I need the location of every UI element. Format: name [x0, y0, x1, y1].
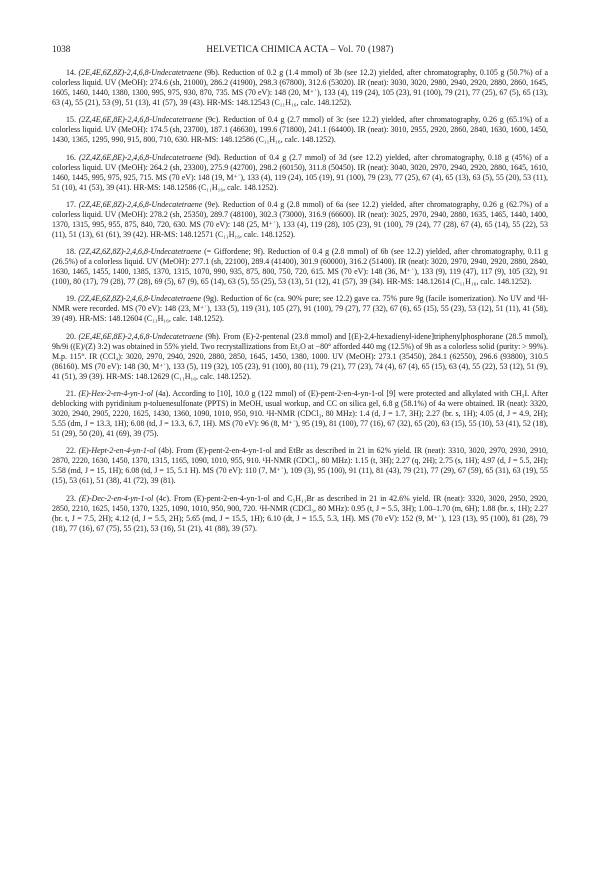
entry-body: (4c). From (E)-pent-2-en-4-yn-1-ol and C₅H₁₁Br as described in 21 in 42.6% yield. IR (neat): 3320, 3020, 2950, 2920, 2850, 2210, 1625, 1450, 1370, 1325, 1090, 1010, 950, 900, 720. ¹H-NMR (CDCl₃, 80 MHz): 0.95 (t, J = 5.5, 3H); 1.00–1.70 (m, 6H); 1.88 (br. s, 1H); 2.27 (br. t, J = 7.5, 2H); 4.12 (d, J = 5.5, 2H); 5.65 (md, J = 15.5, 1H); 6.10 (dt, J = 15.5, 5.3, 1H). MS (70 eV): 152 (9, M⁺˙), 123 (13), 95 (100), 81 (28), 79 (18), 77 (16), 67 (75), 55 (21), 53 (16), 51 (21), 41 (88), 39 (57). — [52, 493, 549, 533]
experimental-entry-19 — [52, 294, 548, 324]
entry-number: 15. — [66, 115, 76, 125]
compound-name: (2Z,4E,6E,8Z)-2,4,6,8-Undecatetraene — [78, 199, 203, 209]
compound-name: (E)-Hept-2-en-4-yn-1-ol — [78, 446, 156, 456]
experimental-entry-18 — [52, 247, 548, 287]
compound-name: (2E,4E,6E,8E)-2,4,6,8-Undecatetraene — [78, 331, 203, 341]
experimental-entry-23 — [52, 494, 548, 534]
experimental-entry-21 — [52, 389, 548, 439]
journal-title: HELVETICA CHIMICA ACTA – Vol. 70 (1987) — [206, 44, 394, 54]
entry-number: 16. — [66, 152, 76, 162]
entry-number: 21. — [66, 388, 76, 398]
entry-body: (4a). According to [10], 10.0 g (122 mmol) of (E)-pent-2-en-4-yn-1-ol [9] were protected and alkylated with CH₃I. After deblocking with pyridinium p-toluenesulfonate (PPTS) in MeOH, usual workup, and CC on silica gel, 6.8 g (58.1%) of 4a were obtained. IR (neat): 3320, 3020, 2940, 2905, 2220, 1625, 1430, 1360, 1090, 1010, 950, 910. ¹H-NMR (CDCl₃, 80 MHz): 1.4 (d, J = 1.7, 3H); 2.27 (br. s, 1H); 4.05 (d, J = 4.9, 2H); 5.55 (dm, J = 13.3, 1H); 6.08 (td, J = 13.3, 6.7, 1H). MS (70 eV): 96 (8, M⁺˙), 95 (19), 81 (100), 77 (16), 67 (32), 65 (20), 63 (15), 55 (10), 53 (41), 52 (18), 51 (29), 50 (20), 41 (69), 39 (75). — [52, 388, 549, 439]
compound-name: (2Z,4E,6Z,8Z)-2,4,6,8-Undecatetraene — [78, 294, 202, 304]
entry-body: (9h). From (E)-2-pentenal (23.8 mmol) and [(E)-2,4-hexadienyl-idene]triphenylphosphorane (28.5 mmol), 9h/9i ((E)/(Z) 3:2) was obtained in 55% yield. Two recrystallizations from Et₂O at −80° afforded 440 mg (12.5%) of 9h as a colorless solid (purity: > 99%). M.p. 115°. IR (CCl₄): 3020, 2970, 2940, 2920, 2880, 2850, 1645, 1450, 1380, 1000. UV (MeOH): 273.1 (35450), 284.1 (62550), 296.6 (93800), 310.5 (86160). MS (70 eV): 148 (30, M⁺˙), 133 (5), 119 (32), 105 (23), 91 (100), 80 (11), 79 (21), 77 (23), 74 (4), 67 (4), 65 (15), 63 (4), 55 (22), 53 (12), 51 (9), 41 (51), 39 (39). HR-MS: 148.12629 (C₁₁H₁₆, calc. 148.1252). — [52, 331, 549, 381]
compound-name: (E)-Dec-2-en-4-yn-1-ol — [78, 493, 154, 503]
entry-body: (4b). From (E)-pent-2-en-4-yn-1-ol and EtBr as described in 21 in 62% yield. IR (neat): 3310, 3020, 2970, 2930, 2910, 2870, 2220, 1630, 1450, 1370, 1315, 1165, 1090, 1010, 955, 910. ¹H-NMR (CDCl₃, 80 MHz): 1.15 (t, 3H); 2.27 (q, 2H); 2.75 (s, 1H); 4.97 (d, J = 5.5, 2H); 5.58 (md, J = 15, 1H); 6.08 (td, J = 15, 5.1 H). MS (70 eV): 110 (7, M⁺˙), 109 (3), 95 (100), 91 (11), 81 (43), 79 (21), 77 (29), 67 (59), 65 (31), 63 (19), 55 (15), 53 (61), 51 (38), 41 (72), 39 (81). — [52, 446, 549, 486]
entry-body: (9d). Reduction of 0.4 g (2.7 mmol) of 3d (see 12.2) yielded, after chromatography, 0.18 g (45%) of a colorless liquid. UV (MeOH): 264.2 (sh, 23300), 275.9 (42700), 298.2 (60150), 311.8 (50450). IR (neat): 3040, 3020, 2970, 2940, 2920, 2880, 1645, 1610, 1460, 1445, 995, 975, 925, 715. MS (70 eV): 148 (19, M⁺˙), 133 (4), 119 (24), 105 (19), 91 (100), 79 (23), 77 (25), 67 (4), 65 (13), 63 (5), 55 (20), 53 (11), 51 (10), 41 (53), 39 (41). HR-MS: 148.12586 (C₁₁H₁₆, calc. 148.1252). — [52, 152, 548, 192]
entry-body: (9b). Reduction of 0.2 g (1.4 mmol) of 3b (see 12.2) yielded, after chromatography, 0.105 g (50.7%) of a colorless liquid. UV (MeOH): 274.6 (sh, 21000), 286.2 (41900), 298.3 (67800), 312.6 (53020). IR (neat): 3030, 3020, 2980, 2940, 2920, 2880, 2860, 1645, 1605, 1460, 1440, 1380, 1300, 995, 975, 930, 870, 735. MS (70 eV): 148 (20, M⁺˙), 133 (4), 119 (24), 105 (23), 91 (100), 79 (21), 77 (25), 67 (5), 65 (13), 63 (4), 55 (21), 53 (9), 51 (13), 41 (57), 39 (43). HR-MS: 148.12543 (C₁₁H₁₆, calc. 148.1252). — [52, 68, 548, 108]
experimental-entry-14 — [52, 68, 548, 108]
running-header — [52, 44, 548, 58]
page-number: 1038 — [52, 44, 71, 54]
experimental-entry-16 — [52, 153, 548, 193]
compound-name: (2E,4E,6Z,8Z)-2,4,6,8-Undecatetraene — [78, 68, 202, 77]
compound-name: (2Z,4Z,6E,8E)-2,4,6,8-Undecatetraene — [79, 152, 203, 162]
entry-number: 23. — [66, 493, 76, 503]
entry-number: 18. — [66, 247, 76, 257]
experimental-entry-22 — [52, 446, 548, 486]
compound-name: (2Z,4E,6E,8E)-2,4,6,8-Undecatetraene — [78, 115, 203, 125]
entry-number: 17. — [66, 199, 76, 209]
entry-body: (9e). Reduction of 0.4 g (2.8 mmol) of 6a (see 12.2) yielded, after chromatography, 0.26 g (62.7%) of a colorless liquid. UV (MeOH): 278.2 (sh, 25350), 289.7 (48100), 302.3 (73000), 316.9 (66600). IR (neat): 3025, 2970, 2940, 2880, 1635, 1465, 1440, 1400, 1370, 1315, 995, 955, 875, 840, 720, 630. MS (70 eV): 148 (25, M⁺˙), 133 (4), 119 (28), 105 (23), 91 (100), 79 (24), 77 (28), 67 (4), 65 (14), 55 (22), 53 (11), 51 (13), 61 (61), 39 (42). HR-MS: 148.12571 (C₁₁H₁₆, calc. 148.1252). — [52, 199, 549, 239]
entry-body: (= Giffordene; 9f). Reduction of 0.4 g (2.8 mmol) of 6b (see 12.2) yielded, after chromatography, 0.11 g (26.5%) of a colorless liquid. UV (MeOH): 277.1 (sh, 22100), 289.4 (41400), 301.9 (60000), 316.2 (51400). IR (neat): 3020, 2970, 2940, 2920, 2880, 2840, 1630, 1465, 1455, 1400, 1385, 1370, 1315, 1070, 990, 935, 875, 800, 750, 720, 615. MS (70 eV): 148 (36, M⁺˙), 133 (9), 119 (47), 117 (9), 105 (32), 91 (100), 80 (17), 79 (28), 77 (28), 69 (5), 67 (9), 65 (14), 63 (5), 55 (25), 53 (13), 51 (12), 41 (57), 39 (34). HR-MS: 148.12614 (C₁₁H₁₆, calc. 148.1252). — [52, 247, 549, 287]
compound-name: (E)-Hex-2-en-4-yn-1-ol — [78, 388, 153, 398]
experimental-entry-17 — [52, 200, 548, 240]
entry-number: 22. — [66, 446, 76, 456]
entry-body: (9c). Reduction of 0.4 g (2.7 mmol) of 3c (see 12.2) yielded, after chromatography, 0.26 g (65.1%) of a colorless liquid. UV (MeOH): 174.5 (sh, 23700), 187.1 (46630), 199.6 (71800), 241.1 (64400). IR (neat): 3010, 2955, 2920, 2860, 2840, 1630, 1600, 1450, 1430, 1365, 1295, 990, 915, 800, 710, 630. HR-MS: 148.12586 (C₁₁H₁₆, calc. 148.1252). — [52, 115, 549, 145]
entry-number: 14. — [66, 68, 76, 77]
entry-number: 20. — [66, 331, 76, 341]
entry-number: 19. — [66, 294, 76, 304]
entry-body: (9g). Reduction of 6c (ca. 90% pure; see 12.2) gave ca. 75% pure 9g (facile isomerization). No UV and ¹H-NMR were recorded. MS (70 eV): 148 (23, M⁺˙), 133 (5), 119 (31), 105 (27), 91 (100), 79 (27), 77 (32), 67 (6), 65 (15), 55 (23), 53 (12), 51 (11), 41 (58), 39 (49). HR-MS: 148.12604 (C₁₁H₁₆, calc. 148.1252). — [52, 294, 549, 324]
compound-name: (2Z,4Z,6Z,8Z)-2,4,6,8-Undecatetraene — [78, 247, 202, 257]
experimental-entry-20 — [52, 332, 548, 382]
body-text — [52, 68, 548, 534]
experimental-entry-15 — [52, 115, 548, 145]
